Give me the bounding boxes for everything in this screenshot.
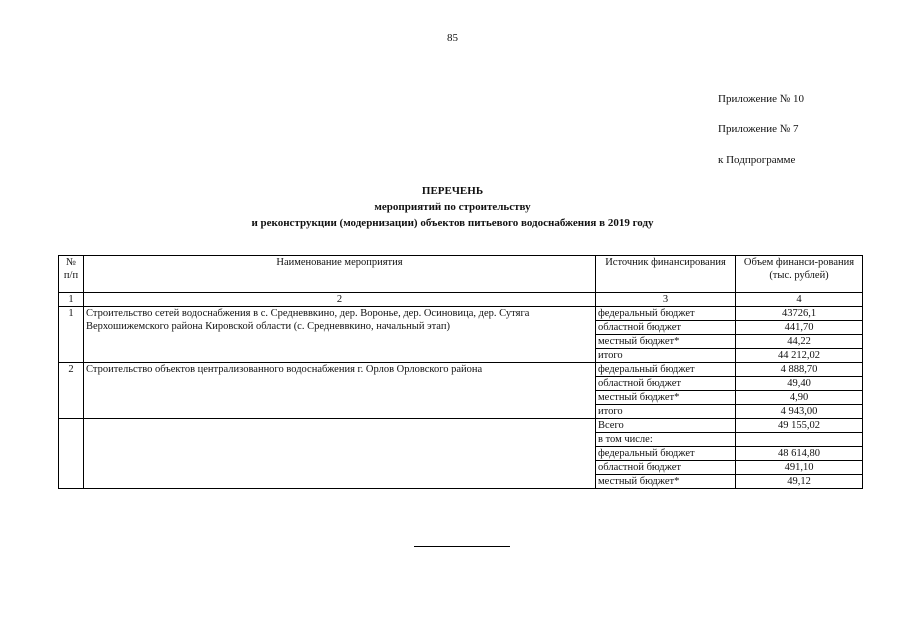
- source-cell: федеральный бюджет: [596, 363, 736, 377]
- source-cell: итого: [596, 349, 736, 363]
- appendix-line-3: к Подпрограмме: [718, 154, 796, 166]
- amount-cell: 43726,1: [736, 307, 863, 321]
- col-number: 4: [736, 293, 863, 307]
- source-cell: Всего: [596, 419, 736, 433]
- source-cell: местный бюджет*: [596, 475, 736, 489]
- header-source: Источник финансирования: [596, 256, 736, 293]
- col-number: 2: [84, 293, 596, 307]
- header-amount: Объем финанси-рования (тыс. рублей): [736, 256, 863, 293]
- table-row: [59, 419, 863, 433]
- source-cell: областной бюджет: [596, 461, 736, 475]
- empty-cell: [84, 419, 596, 489]
- title-line-3: и реконструкции (модернизации) объектов питьевого водоснабжения в 2019 году: [251, 217, 654, 229]
- amount-cell: 4 888,70: [736, 363, 863, 377]
- amount-cell: 4 943,00: [736, 405, 863, 419]
- amount-cell: 49,12: [736, 475, 863, 489]
- page-number: 85: [447, 32, 458, 44]
- table-header-row: [59, 256, 863, 293]
- col-number: 3: [596, 293, 736, 307]
- title-line-2: мероприятий по строительству: [374, 201, 531, 213]
- source-cell: местный бюджет*: [596, 391, 736, 405]
- amount-cell: [736, 433, 863, 447]
- source-cell: федеральный бюджет: [596, 447, 736, 461]
- source-cell: в том числе:: [596, 433, 736, 447]
- appendix-line-1: Приложение № 10: [718, 93, 805, 105]
- item-num: 2: [59, 363, 84, 419]
- amount-cell: 4,90: [736, 391, 863, 405]
- title-line-1: ПЕРЕЧЕНЬ: [421, 185, 484, 197]
- column-number-row: [59, 293, 863, 307]
- amount-cell: 49,40: [736, 377, 863, 391]
- item-num: 1: [59, 307, 84, 363]
- amount-cell: 441,70: [736, 321, 863, 335]
- col-number: 1: [59, 293, 84, 307]
- empty-cell: [59, 419, 84, 489]
- item-name: Строительство сетей водоснабжения в с. Средневвкино, дер. Воронье, дер. Осиновица, дер. Сутяга Верхошижемского района Кировской области (с. Средневвкино, начальный этап): [84, 307, 596, 363]
- table-row: [59, 363, 863, 377]
- measures-table: [58, 255, 863, 489]
- source-cell: итого: [596, 405, 736, 419]
- table-row: [59, 307, 863, 321]
- amount-cell: 491,10: [736, 461, 863, 475]
- document-title: [0, 183, 905, 231]
- source-cell: федеральный бюджет: [596, 307, 736, 321]
- item-name: Строительство объектов централизованного водоснабжения г. Орлов Орловского района: [84, 363, 596, 419]
- header-name: Наименование мероприятия: [84, 256, 596, 293]
- amount-cell: 44 212,02: [736, 349, 863, 363]
- source-cell: областной бюджет: [596, 377, 736, 391]
- footer-divider: [414, 546, 510, 547]
- amount-cell: 44,22: [736, 335, 863, 349]
- appendix-line-2: Приложение № 7: [718, 123, 799, 135]
- amount-cell: 49 155,02: [736, 419, 863, 433]
- source-cell: местный бюджет*: [596, 335, 736, 349]
- amount-cell: 48 614,80: [736, 447, 863, 461]
- header-num: № п/п: [59, 256, 84, 293]
- source-cell: областной бюджет: [596, 321, 736, 335]
